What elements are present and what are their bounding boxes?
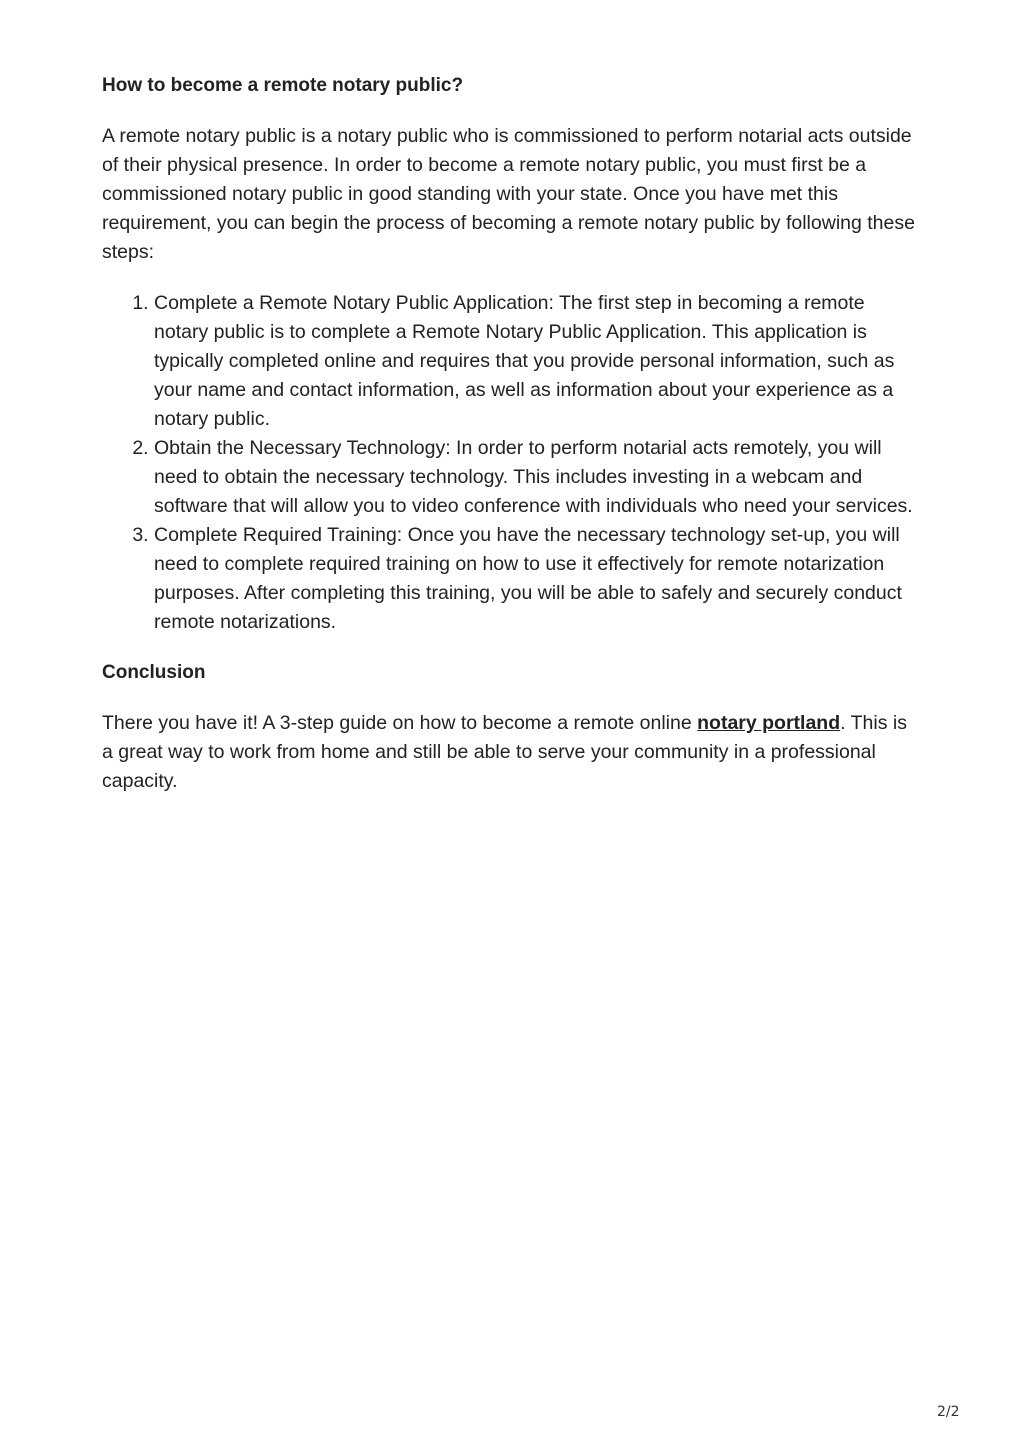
intro-paragraph: A remote notary public is a notary public who is commissioned to perform notarial acts outside of their physical presence. In order to become a remote notary public, you must first be a commissioned notary public in good standing with your state. Once you have met this requirement, you can begin the process of becoming a remote notary public by following these steps: [102,125,915,263]
step-item-1: 1. Complete a Remote Notary Public Application: The first step in becoming a remote notary public is to complete a Remote Notary Public Application. This application is typically completed online and requires that you provide personal information, such as your name and contact information, as well as information about your experience as a notary public. [154,289,922,434]
conclusion-text-end: . This is a great way to work from home and still be able to serve your community in a professional capacity. [102,712,907,792]
section-heading-conclusion: Conclusion [102,662,206,683]
page-number: 2/2 [937,1404,960,1420]
step-item-2: 2. Obtain the Necessary Technology: In order to perform notarial acts remotely, you will need to obtain the necessary technology. This includes investing in a webcam and software that will allow you to video conference with individuals who need your services. [154,434,922,521]
steps-list [102,289,922,637]
section-heading-how-to: How to become a remote notary public? [102,75,464,96]
step-item-3: 3. Complete Required Training: Once you have the necessary technology set-up, you will need to complete required training on how to use it effectively for remote notarization purposes. After completing this training, you will be able to safely and securely conduct remote notarizations. [154,521,922,637]
notary-portland-link[interactable]: notary portland [697,712,841,734]
document-page [102,72,922,818]
conclusion-paragraph [102,709,922,796]
conclusion-text-start: There you have it! A 3-step guide on how to become a remote online [102,712,698,734]
